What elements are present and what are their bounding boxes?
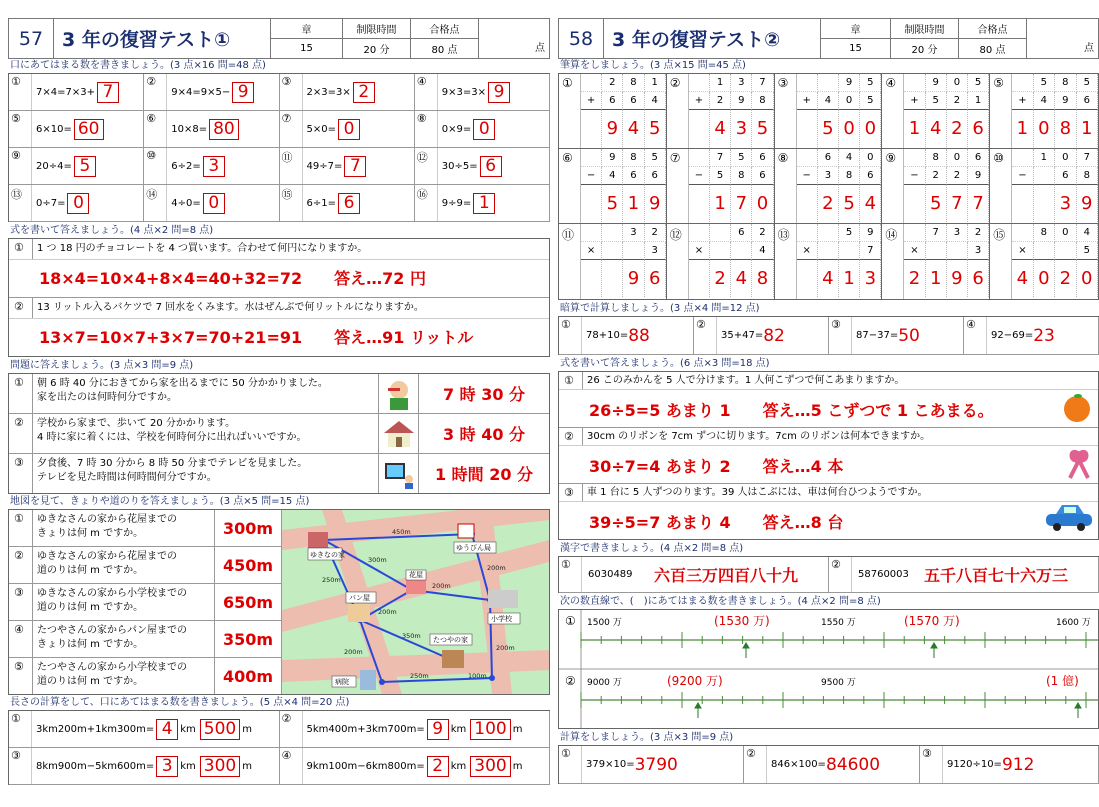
nl1-label-b: 1550 万 bbox=[821, 618, 856, 628]
fill-item: ⑤ 6×10= 60 bbox=[9, 111, 144, 148]
answer: 50 bbox=[898, 325, 920, 346]
time-problem: ② 学校から家まで、歩いて 20 分かかります。 4 時に家に着くには、学校を何時何分に出ればいいですか。 3 時 40 分 bbox=[9, 414, 549, 454]
column-problem: ③ 9 5 + 4 0 5 5 0 0 bbox=[775, 74, 883, 148]
answer: 7 時 30 分 bbox=[442, 385, 526, 404]
answer-box: 0 bbox=[473, 119, 495, 140]
map-section bbox=[8, 509, 550, 695]
time-problem: ① 朝 6 時 40 分におきてから家を出るまでに 50 分かかりました。 家を出たのは何時何分ですか。 7 時 30 分 bbox=[9, 374, 549, 414]
map-question: ⑤ たつやさんの家から小学校までの 道のりは何 m ですか。 400m bbox=[9, 658, 281, 694]
header bbox=[558, 19, 1099, 59]
svg-text:①: ① bbox=[565, 614, 576, 628]
answer-box: 7 bbox=[97, 82, 119, 103]
page-title: 3 年の復習テスト① bbox=[54, 19, 271, 58]
column-problem: ② 1 3 7 + 2 9 8 4 3 5 bbox=[667, 74, 775, 148]
meta-chapter: 章 15 bbox=[821, 19, 891, 58]
word-problems bbox=[558, 371, 1099, 540]
answer-box-km: 9 bbox=[427, 719, 449, 740]
mental-item: ② 35+47= 82 bbox=[694, 317, 829, 355]
word-problem-1: ① 1 つ 18 円のチョコレートを 4 つ買います。合わせて何円になりますか。 18×4=10×4+8×4=40+32=72 答え…72 円 bbox=[9, 239, 549, 298]
number-line-drawing bbox=[559, 610, 1098, 728]
word-problem: ② 30cm のリボンを 7cm ずつに切ります。7cm のリボンは何本できますか。 30÷7=4 あまり 2 答え…4 本 bbox=[559, 428, 1098, 484]
svg-text:200m: 200m bbox=[378, 608, 397, 616]
svg-text:200m: 200m bbox=[432, 582, 451, 590]
map-drawing bbox=[282, 510, 549, 694]
answer-box-km: 4 bbox=[156, 719, 178, 740]
answer: 3790 bbox=[634, 754, 678, 775]
score-box: 点 bbox=[479, 19, 550, 58]
number-lines bbox=[558, 609, 1099, 729]
kanji-item: ② 58760003 五千八百七十六万三 bbox=[829, 557, 1099, 593]
answer: 88 bbox=[628, 325, 650, 346]
page-number: 57 bbox=[9, 19, 54, 58]
label-hospital: 病院 bbox=[335, 678, 349, 686]
fill-item: ⑥ 10×8= 80 bbox=[144, 111, 279, 148]
column-problem: ⑫ 6 2 × 4 2 4 8 bbox=[667, 224, 775, 299]
length-grid bbox=[8, 710, 550, 785]
answer: 1 時間 20 分 bbox=[434, 465, 534, 484]
word-problem: ③ 車 1 台に 5 人ずつのります。39 人はこぶには、車は何台ひつようですか。 39÷5=7 あまり 4 答え…8 台 bbox=[559, 484, 1098, 540]
section-title-word: 式を書いて答えましょう。(6 点×3 問=18 点) bbox=[560, 358, 770, 369]
orange-icon bbox=[1060, 390, 1094, 428]
answer-box: 5 bbox=[74, 156, 96, 177]
answer-box: 0 bbox=[203, 193, 225, 214]
svg-text:350m: 350m bbox=[402, 632, 421, 640]
svg-text:100m: 100m bbox=[468, 672, 487, 680]
section-title-mental: 暗算で計算しましょう。(3 点×4 問=12 点) bbox=[560, 303, 760, 314]
label-panya: パン屋 bbox=[349, 594, 370, 602]
answer-box-km: 2 bbox=[427, 756, 449, 777]
answer-box: 6 bbox=[480, 156, 502, 177]
meta-time: 制限時間 20 分 bbox=[343, 19, 411, 58]
answer: 400m bbox=[222, 666, 274, 686]
page-number: 58 bbox=[559, 19, 604, 58]
fill-item: ⑫ 30÷5= 6 bbox=[415, 148, 550, 185]
mental-item: ③ 87−37= 50 bbox=[829, 317, 964, 355]
answer: 350m bbox=[222, 629, 274, 649]
label-yubin: ゆうびん局 bbox=[456, 544, 491, 552]
fill-item: ⑨ 20÷4= 5 bbox=[9, 148, 144, 185]
calc-item: ③ 9120÷10= 912 bbox=[920, 746, 1099, 784]
answer: 18×4=10×4+8×4=40+32=72 答え…72 円 bbox=[39, 269, 426, 288]
length-item: ④ 9km100m−6km800m= 2 km 300 m bbox=[280, 748, 551, 785]
column-problem: ⑧ 6 4 0 − 3 8 6 2 5 4 bbox=[775, 149, 883, 223]
header bbox=[8, 19, 550, 59]
nl1-answer-b: (1570 万) bbox=[904, 614, 960, 628]
tv-icon bbox=[379, 454, 419, 493]
test-page-57 bbox=[8, 18, 550, 785]
answer: 300m bbox=[222, 518, 274, 538]
map-question: ② ゆきなさんの家から花屋までの 道のりは何 m ですか。 450m bbox=[9, 547, 281, 584]
meta-time: 制限時間 20 分 bbox=[891, 19, 959, 58]
section-title-kanji: 漢字で書きましょう。(4 点×2 問=8 点) bbox=[560, 543, 744, 554]
answer-box: 0 bbox=[67, 193, 89, 214]
svg-text:200m: 200m bbox=[487, 564, 506, 572]
fill-item: ⑧ 0×9= 0 bbox=[415, 111, 550, 148]
fill-item: ⑭ 4÷0= 0 bbox=[144, 185, 279, 222]
column-problem: ⑩ 1 0 7 − 6 8 3 9 bbox=[990, 149, 1098, 223]
meta-pass: 合格点 80 点 bbox=[411, 19, 479, 58]
length-item: ① 3km200m+1km300m= 4 km 500 m bbox=[9, 711, 280, 748]
map bbox=[282, 510, 549, 694]
word-problems bbox=[8, 238, 550, 357]
section-title-calc: 計算をしましょう。(3 点×3 問=9 点) bbox=[560, 732, 734, 743]
answer-box: 7 bbox=[344, 156, 366, 177]
answer: 450m bbox=[222, 555, 274, 575]
word-problem-2: ② 13 リットル入るバケツで 7 回水をくみます。水はぜんぶで何リットルになりますか。 13×7=10×7+3×7=70+21=91 答え…91 リットル bbox=[9, 298, 549, 357]
nl2-answer-b: (1 億) bbox=[1046, 674, 1079, 688]
answer: 82 bbox=[763, 325, 785, 346]
score-box: 点 bbox=[1027, 19, 1099, 58]
map-question: ④ たつやさんの家からパン屋までの きょりは何 m ですか。 350m bbox=[9, 621, 281, 658]
fill-item: ⑬ 0÷7= 0 bbox=[9, 185, 144, 222]
answer: 650m bbox=[222, 592, 274, 612]
section-title-map: 地図を見て、きょりや道のりを答えましょう。(3 点×5 問=15 点) bbox=[10, 496, 310, 507]
answer-box: 80 bbox=[209, 119, 239, 140]
answer-box-km: 3 bbox=[156, 756, 178, 777]
section-title-length: 長さの計算をして、口にあてはまる数を書きましょう。(5 点×4 問=20 点) bbox=[10, 697, 350, 708]
answer: 13×7=10×7+3×7=70+21=91 答え…91 リットル bbox=[39, 328, 474, 347]
column-problem: ⑤ 5 8 5 + 4 9 6 1 0 8 1 bbox=[990, 74, 1098, 148]
length-item: ② 5km400m+3km700m= 9 km 100 m bbox=[280, 711, 551, 748]
answer-box: 3 bbox=[203, 156, 225, 177]
answer-box: 9 bbox=[232, 82, 254, 103]
section-title-word: 式を書いて答えましょう。(4 点×2 問=8 点) bbox=[10, 225, 214, 236]
answer: 3 時 40 分 bbox=[442, 425, 526, 444]
column-problem: ④ 9 0 5 + 5 2 1 1 4 2 6 bbox=[882, 74, 990, 148]
column-problem: ⑭ 7 3 2 × 3 2 1 9 6 bbox=[882, 224, 990, 299]
nl2-label-b: 9500 万 bbox=[821, 678, 856, 688]
answer: 23 bbox=[1033, 325, 1055, 346]
section-title-time: 問題に答えましょう。(3 点×3 問=9 点) bbox=[10, 360, 194, 371]
svg-text:300m: 300m bbox=[368, 556, 387, 564]
nl2-answer-a: (9200 万) bbox=[667, 674, 723, 688]
ribbon-icon bbox=[1064, 446, 1094, 484]
svg-text:250m: 250m bbox=[410, 672, 429, 680]
fill-item: ⑩ 6÷2= 3 bbox=[144, 148, 279, 185]
svg-text:250m: 250m bbox=[322, 576, 341, 584]
fill-item: ⑯ 9÷9= 1 bbox=[415, 185, 550, 222]
section-title-column: 筆算をしましょう。(3 点×15 問=45 点) bbox=[560, 60, 746, 71]
column-problem: ⑬ 5 9 × 7 4 1 3 bbox=[775, 224, 883, 299]
mental-item: ① 78+10= 88 bbox=[559, 317, 694, 355]
answer: 30÷7=4 あまり 2 答え…4 本 bbox=[589, 457, 844, 476]
kanji-grid bbox=[558, 556, 1099, 593]
car-icon bbox=[1044, 502, 1094, 536]
column-problem: ⑨ 8 0 6 − 2 2 9 5 7 7 bbox=[882, 149, 990, 223]
fill-item: ⑦ 5×0= 0 bbox=[280, 111, 415, 148]
answer-box: 6 bbox=[338, 193, 360, 214]
column-problem: ⑮ 8 0 4 × 5 4 0 2 0 bbox=[990, 224, 1098, 299]
meta-pass: 合格点 80 点 bbox=[959, 19, 1027, 58]
answer-box: 0 bbox=[338, 119, 360, 140]
calc-grid bbox=[558, 745, 1099, 784]
page-title: 3 年の復習テスト② bbox=[604, 19, 821, 58]
svg-text:450m: 450m bbox=[392, 528, 411, 536]
fill-item: ③ 2×3=3× 2 bbox=[280, 74, 415, 111]
nl1-label-c: 1600 万 bbox=[1056, 618, 1091, 628]
label-school: 小学校 bbox=[491, 615, 512, 623]
answer: 六百三万四百八十九 bbox=[654, 566, 799, 585]
fill-item: ⑮ 6÷1= 6 bbox=[280, 185, 415, 222]
answer: 五千八百七十六万三 bbox=[924, 566, 1069, 585]
label-yukina: ゆきなの家 bbox=[310, 551, 345, 559]
nl2-label-a: 9000 万 bbox=[587, 678, 622, 688]
svg-text:200m: 200m bbox=[496, 644, 515, 652]
fill-item: ① 7×4=7×3+ 7 bbox=[9, 74, 144, 111]
svg-text:200m: 200m bbox=[344, 648, 363, 656]
nl1-answer-a: (1530 万) bbox=[714, 614, 770, 628]
answer: 912 bbox=[1001, 754, 1035, 775]
column-row bbox=[559, 74, 1098, 149]
section-title-numberline: 次の数直線で、( )にあてはまる数を書きましょう。(4 点×2 問=8 点) bbox=[560, 596, 881, 607]
fill-grid bbox=[8, 73, 550, 222]
nl1-label-a: 1500 万 bbox=[587, 618, 622, 628]
length-item: ③ 8km900m−5km600m= 3 km 300 m bbox=[9, 748, 280, 785]
answer-box: 2 bbox=[353, 82, 375, 103]
house-icon bbox=[379, 414, 419, 453]
column-problem: ⑥ 9 8 5 − 4 6 6 5 1 9 bbox=[559, 149, 667, 223]
map-question: ① ゆきなさんの家から花屋までの きょりは何 m ですか。 300m bbox=[9, 510, 281, 547]
answer: 26÷5=5 あまり 1 答え…5 こずつで 1 こあまる。 bbox=[589, 401, 994, 420]
fill-item: ⑪ 49÷7= 7 bbox=[280, 148, 415, 185]
mental-item: ④ 92−69= 23 bbox=[964, 317, 1099, 355]
column-problem: ① 2 8 1 + 6 6 4 9 4 5 bbox=[559, 74, 667, 148]
answer-box-m: 500 bbox=[200, 719, 240, 740]
column-problem: ⑦ 7 5 6 − 5 8 6 1 7 0 bbox=[667, 149, 775, 223]
svg-text:②: ② bbox=[565, 674, 576, 688]
answer: 39÷5=7 あまり 4 答え…8 台 bbox=[589, 513, 844, 532]
meta-chapter: 章 15 bbox=[271, 19, 343, 58]
test-page-58 bbox=[558, 18, 1099, 784]
column-row bbox=[559, 149, 1098, 224]
answer-box: 60 bbox=[74, 119, 104, 140]
answer-box-m: 300 bbox=[200, 756, 240, 777]
map-questions bbox=[9, 510, 282, 694]
time-problems bbox=[8, 373, 550, 494]
kanji-item: ① 6030489 六百三万四百八十九 bbox=[559, 557, 829, 593]
answer: 84600 bbox=[825, 754, 881, 775]
fill-item: ② 9×4=9×5− 9 bbox=[144, 74, 279, 111]
answer-box: 9 bbox=[488, 82, 510, 103]
map-question: ③ ゆきなさんの家から小学校までの 道のりは何 m ですか。 650m bbox=[9, 584, 281, 621]
answer-box-m: 300 bbox=[470, 756, 510, 777]
column-problem: ⑪ 3 2 × 3 9 6 bbox=[559, 224, 667, 299]
column-arithmetic bbox=[558, 73, 1099, 300]
mental-grid bbox=[558, 316, 1099, 355]
label-tatsuya: たつやの家 bbox=[433, 636, 468, 644]
answer-box: 1 bbox=[473, 193, 495, 214]
toothbrush-icon bbox=[379, 374, 419, 413]
time-problem: ③ 夕食後、7 時 30 分から 8 時 50 分までテレビを見ました。 テレビを見た時間は何時間何分ですか。 1 時間 20 分 bbox=[9, 454, 549, 494]
word-problem: ① 26 このみかんを 5 人で分けます。1 人何こずつで何こあまりますか。 26÷5=5 あまり 1 答え…5 こずつで 1 こあまる。 bbox=[559, 372, 1098, 428]
calc-item: ① 379×10= 3790 bbox=[559, 746, 744, 784]
label-hanaya: 花屋 bbox=[409, 571, 423, 579]
calc-item: ② 846×100= 84600 bbox=[744, 746, 920, 784]
column-row bbox=[559, 224, 1098, 299]
fill-item: ④ 9×3=3× 9 bbox=[415, 74, 550, 111]
answer-box-m: 100 bbox=[470, 719, 510, 740]
section-title-fill: 口にあてはまる数を書きましょう。(3 点×16 問=48 点) bbox=[10, 60, 266, 71]
